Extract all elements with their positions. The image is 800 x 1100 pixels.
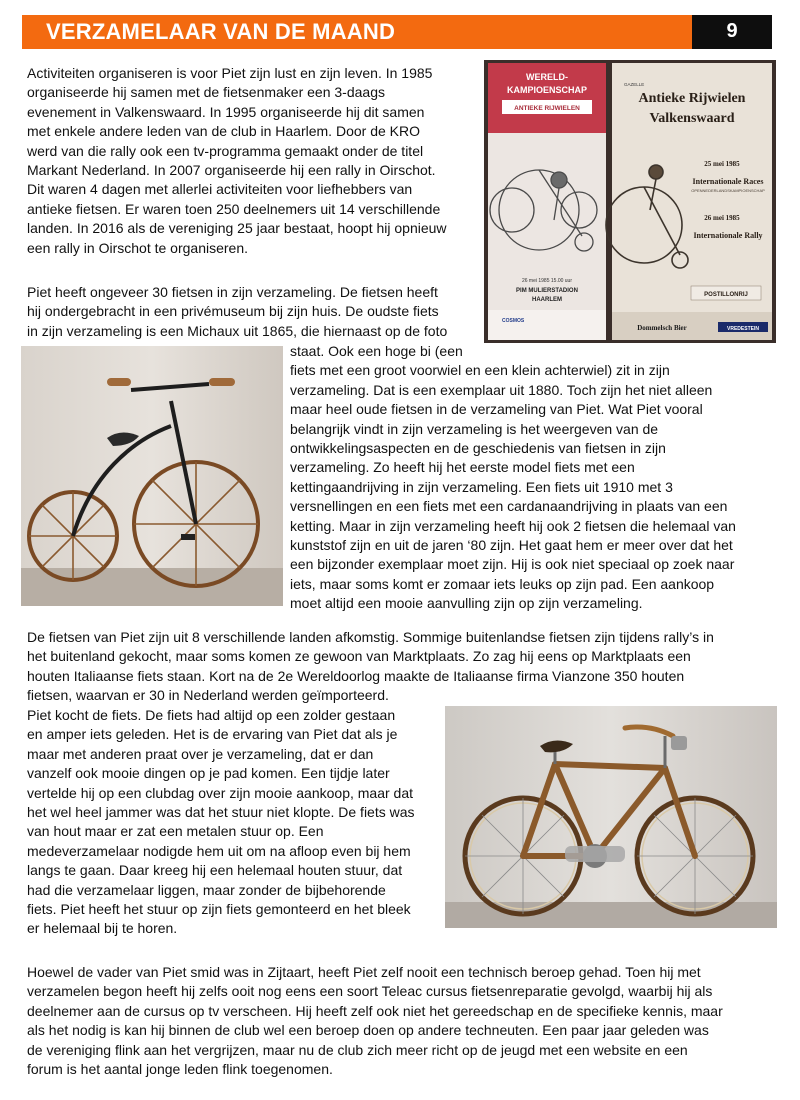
- text-line: verzameling. Zo heeft hij het eerste model fiets met een: [290, 459, 635, 476]
- text-line: als het nodig is kan hij binnen de club wel een beroep doen op andere techneuten. Een paar jaar geleden was: [27, 1022, 709, 1039]
- text-line: moet altijd een mooie aanvulling zijn op zijn verzameling.: [290, 595, 643, 612]
- text-line: Hoewel de vader van Piet smid was in Zijtaart, heeft Piet zelf nooit een technisch beroep gehad. Toen hij met: [27, 964, 701, 980]
- poster-right-date-2: 26 mei 1985: [704, 214, 740, 222]
- paragraph-2-top: [27, 283, 482, 341]
- text-line: ontwikkelingsaspecten en de geschiedenis van fietsen in zijn: [290, 440, 666, 457]
- text-line: De fietsen van Piet zijn uit 8 verschillende landen afkomstig. Sommige buitenlandse fietsen zijn tijdens rally’s in: [27, 629, 714, 645]
- text-line: Activiteiten organiseren is voor Piet zijn lust en zijn leven. In 1985: [27, 65, 433, 81]
- text-line: verzameling. Dat is een exemplaar uit 1880. Toch zijn het niet alleen: [290, 381, 713, 398]
- text-line: fietsen, waarvan er 30 in Nederland werden geïmporteerd.: [27, 687, 389, 704]
- paragraph-1: [27, 64, 482, 258]
- page-header: [22, 15, 772, 49]
- paragraph-3-full: [27, 628, 777, 706]
- text-line: staat. Ook een hoge bi (een: [290, 343, 463, 359]
- text-line: antieke fietsen. Er waren toen 250 deelnemers uit 14 verschillende: [27, 200, 441, 217]
- text-line: kunststof zijn en uit de jaren ‘80 zijn. Het gaat hem er meer over dat het: [290, 537, 733, 554]
- paragraph-3-left: [27, 706, 447, 939]
- michaux-bike-illustration: [21, 346, 283, 606]
- poster-right-title-1: Antieke Rijwielen: [638, 91, 746, 106]
- text-line: van hout maar er zat een metalen stuur op. Een: [27, 823, 324, 840]
- poster-right-event-1: Internationale Races: [692, 177, 764, 186]
- wooden-bike-illustration: [445, 706, 777, 928]
- text-line: hij ondergebracht in een privémuseum bij zijn huis. De oudste fiets: [27, 303, 439, 320]
- text-line: een rally in Oirschot te organiseren.: [27, 239, 248, 256]
- text-line: de vereniging flink aan het vergrijzen, maar nu de club zich meer richt op de jeugd met een website en een: [27, 1041, 688, 1058]
- text-line: Dit waren 4 dagen met allerlei activiteiten voor liefhebbers van: [27, 181, 413, 198]
- poster-right-sponsor-1: POSTILLONRIJ: [704, 292, 748, 298]
- text-line: er helemaal bij te horen.: [27, 920, 178, 937]
- text-line: maar met anderen praat over je verzameling, dat er dan: [27, 745, 374, 762]
- text-line: maar heel oude fietsen in de verzameling van Piet. Wat Piet vooral: [290, 401, 703, 418]
- text-line: fiets met een groot voorwiel en een klein achterwiel) zit in zijn: [290, 362, 670, 379]
- text-line: vanzelf ook mooie dingen op je pad komen. Een tijdje later: [27, 765, 390, 782]
- poster-left-title-2: KAMPIOENSCHAP: [506, 85, 588, 95]
- text-line: Piet kocht de fiets. De fiets had altijd op een zolder gestaan: [27, 707, 396, 723]
- text-line: Piet heeft ongeveer 30 fietsen in zijn verzameling. De fietsen heeft: [27, 284, 438, 300]
- paragraph-4: [27, 963, 777, 1079]
- text-line: versnellingen en een fiets met een cardanaandrijving in plaats van een: [290, 498, 728, 515]
- text-line: belangrijk vindt in zijn verzameling is het weergeven van de: [290, 420, 659, 437]
- text-line: organiseerde hij samen met de fietsenmaker een 3-daags: [27, 84, 385, 101]
- text-line: evenement in Valkenswaard. In 1995 organiseerde hij dit samen: [27, 103, 425, 120]
- poster-right-event-2: Internationale Rally: [693, 231, 763, 240]
- text-line: langs te gaan. Daar kreeg hij een helemaal houten stuur, dat: [27, 862, 403, 879]
- text-line: verzamelen begon heeft hij zelfs ooit nog eens een soort Teleac cursus fietsenreparatie gevolgd, waarbij hij als: [27, 983, 713, 1000]
- text-line: een bijzonder exemplaar moet zijn. Hij is ook niet speciaal op zoek naar: [290, 556, 735, 573]
- paragraph-2-side: [290, 342, 780, 614]
- text-line: fiets. Piet heeft het stuur op zijn fiets gemonteerd en het bleek: [27, 901, 411, 918]
- text-line: werd van die rally ook een tv-programma gemaakt onder de titel: [27, 142, 424, 159]
- poster-right-sponsor-2: Dommelsch Bier: [637, 324, 687, 332]
- text-line: en amper iets geleden. Het is de ervaring van Piet dat als je: [27, 726, 398, 743]
- poster-right-date-1: 25 mei 1985: [704, 160, 740, 168]
- poster-left-venue-1: PIM MULIERSTADION: [516, 288, 578, 294]
- poster-right-sponsor-3: VREDESTEIN: [727, 326, 759, 332]
- text-line: houten Italiaanse fiets staan. Kort na de 2e Wereldoorlog maakte de Italiaanse firma Vianzone 350 houten: [27, 667, 685, 684]
- michaux-bike-photo: [21, 346, 283, 606]
- poster-left-title-1: WERELD-: [526, 72, 568, 82]
- poster-right-title-2: Valkenswaard: [649, 111, 735, 126]
- text-line: deelnemer aan de cursus op tv verscheen. Hij heeft zelf ook niet het gereedschap en de specifieke kennis, maar: [27, 1002, 723, 1019]
- text-line: in zijn verzameling is een Michaux uit 1865, die hiernaast op de foto: [27, 322, 448, 339]
- text-line: met enkele andere leden van de club in Haarlem. Door de KRO: [27, 123, 420, 140]
- text-line: het wel heel jammer was dat het stuur niet klopte. De fiets was: [27, 804, 415, 821]
- poster-left-date: 26 mei 1985 15.00 uur: [521, 278, 573, 284]
- text-line: vertelde hij op een clubdag over zijn mooie aankoop, maar dat: [27, 784, 414, 801]
- poster-left-subtitle: ANTIEKE RIJWIELEN: [514, 105, 580, 112]
- text-line: kettingaandrijving in zijn verzameling. Een fiets uit 1910 met 3: [290, 478, 673, 495]
- text-line: had die verzamelaar liggen, maar zonder de bijbehorende: [27, 881, 386, 898]
- poster-left-sponsor: COSMOS: [502, 318, 525, 324]
- posters-illustration: [484, 60, 776, 343]
- page-number: 9: [726, 20, 738, 42]
- section-title: VERZAMELAAR VAN DE MAAND: [46, 19, 396, 44]
- poster-left-venue-2: HAARLEM: [532, 297, 562, 303]
- text-line: forum is het aantal jonge leden flink toegenomen.: [27, 1061, 333, 1078]
- posters-photo: [484, 60, 776, 343]
- text-line: medeverzamelaar nodigde hem uit om na afloop even bij hem: [27, 842, 411, 859]
- poster-right-brand: GAZELLE: [624, 82, 645, 87]
- text-line: iets, maar soms komt er zomaar iets leuks op zijn pad. Een aankoop: [290, 575, 715, 592]
- page-number-box: [692, 15, 772, 49]
- text-line: het buitenland gekocht, maar soms komen ze gewoon van Marktplaats. Zo zag hij eens op Marktplaats een: [27, 648, 691, 665]
- text-line: landen. In 2016 als de vereniging 25 jaar bestaat, hoopt hij opnieuw: [27, 220, 447, 237]
- poster-right-event-1-sub: OPENNEDERLANDSKAMPIOENSCHAP: [691, 188, 765, 193]
- text-line: Markant Nederland. In 2007 organiseerde hij een rally in Oirschot.: [27, 162, 436, 179]
- text-line: ketting. Maar in zijn verzameling heeft hij ook 2 fietsen die helemaal van: [290, 517, 736, 534]
- wooden-bike-photo: [445, 706, 777, 928]
